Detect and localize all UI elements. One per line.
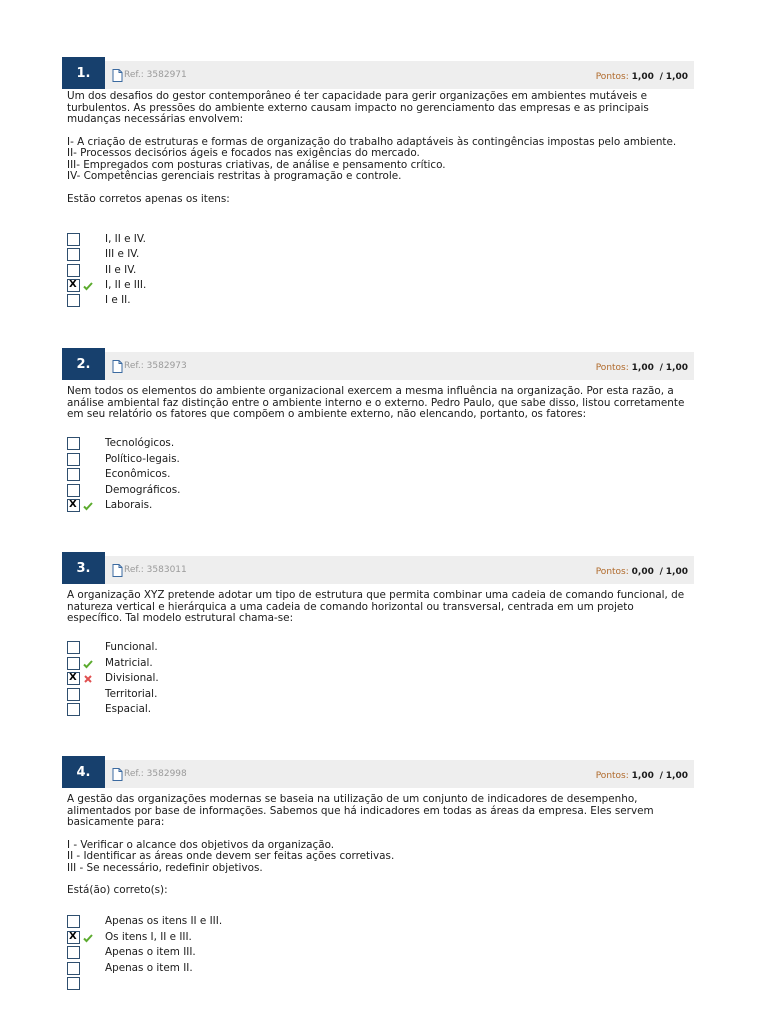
answer-checkbox[interactable] bbox=[67, 264, 80, 277]
check-icon bbox=[83, 281, 93, 291]
answer-checkbox-checked[interactable] bbox=[67, 499, 80, 512]
option-label: Espacial. bbox=[105, 703, 152, 715]
question-header bbox=[62, 552, 694, 584]
option-label: III e IV. bbox=[105, 248, 140, 260]
answer-checkbox[interactable] bbox=[67, 946, 80, 959]
question-number: 3. bbox=[62, 552, 105, 584]
option-label: I, II e III. bbox=[105, 279, 147, 291]
reference-number: 3582998 bbox=[146, 769, 187, 779]
option-label: Tecnológicos. bbox=[105, 437, 175, 449]
question-number: 4. bbox=[62, 756, 105, 788]
answer-checkbox[interactable] bbox=[67, 294, 80, 307]
question-2 bbox=[62, 348, 694, 511]
points: Pontos: 1,00 / 1,00 bbox=[595, 363, 688, 373]
answer-checkbox[interactable] bbox=[67, 977, 80, 990]
option-label: Territorial. bbox=[105, 688, 158, 700]
answer-checkbox[interactable] bbox=[67, 484, 80, 497]
question-text: Nem todos os elementos do ambiente organizacional exercem a mesma influência na organização. Por esta razão, a análise ambiental faz distinção entre o ambiente interno e o externo. Pedro Paulo, que sabe disso, listou corretamente em seu relatório os fatores que compõem o ambiente externo, não elencando, portanto, os fatores: bbox=[67, 385, 685, 420]
points: Pontos: 1,00 / 1,00 bbox=[595, 72, 688, 82]
answer-checkbox-checked[interactable] bbox=[67, 931, 80, 944]
answer-checkbox[interactable] bbox=[67, 915, 80, 928]
points-max: 1,00 bbox=[665, 363, 688, 373]
reference-number: 3582973 bbox=[146, 361, 187, 371]
answer-checkbox[interactable] bbox=[67, 453, 80, 466]
reference: Ref.: 3583011 bbox=[124, 565, 187, 575]
points: Pontos: 1,00 / 1,00 bbox=[595, 771, 688, 781]
answer-checkbox-checked[interactable] bbox=[67, 672, 80, 685]
points-max: 1,00 bbox=[665, 72, 688, 82]
question-4 bbox=[62, 756, 694, 974]
reference: Ref.: 3582973 bbox=[124, 361, 187, 371]
option-label: Apenas o item III. bbox=[105, 946, 196, 958]
document-icon bbox=[112, 69, 123, 82]
question-header bbox=[62, 348, 694, 380]
question-text: A organização XYZ pretende adotar um tipo de estrutura que permita combinar uma cadeia de comando funcional, de natureza vertical e hierárquica a uma cadeia de comando horizontal ou transversal, centrada em um projeto específico. Tal modelo estrutural chama-se: bbox=[67, 589, 685, 624]
option-label: I e II. bbox=[105, 294, 131, 306]
option-label: I, II e IV. bbox=[105, 233, 146, 245]
points-score: 1,00 bbox=[631, 771, 654, 781]
option-label: Político-legais. bbox=[105, 453, 180, 465]
option-label: Econômicos. bbox=[105, 468, 171, 480]
check-icon bbox=[83, 933, 93, 943]
question-number: 2. bbox=[62, 348, 105, 380]
answer-checkbox[interactable] bbox=[67, 233, 80, 246]
option-label: Matricial. bbox=[105, 657, 153, 669]
option-label: Laborais. bbox=[105, 499, 153, 511]
option-label: II e IV. bbox=[105, 264, 137, 276]
reference-number: 3583011 bbox=[146, 565, 187, 575]
answer-checkbox[interactable] bbox=[67, 688, 80, 701]
answer-checkbox[interactable] bbox=[67, 962, 80, 975]
question-3 bbox=[62, 552, 694, 715]
reference-number: 3582971 bbox=[146, 70, 187, 80]
points-score: 0,00 bbox=[631, 567, 654, 577]
option-label: Divisional. bbox=[105, 672, 159, 684]
option-label: Os itens I, II e III. bbox=[105, 931, 192, 943]
points-score: 1,00 bbox=[631, 363, 654, 373]
document-icon bbox=[112, 768, 123, 781]
points-max: 1,00 bbox=[665, 567, 688, 577]
option-label: Demográficos. bbox=[105, 484, 181, 496]
question-text: A gestão das organizações modernas se baseia na utilização de um conjunto de indicadores de desempenho, alimentados por base de informações. Sabemos que há indicadores em todas as áreas da empresa. Eles servem basicamente para: I - Verificar o alcance dos objetivos da organização. II - Identificar as áreas onde devem ser feitas ações corretivas. III - Se necessário, redefinir objetivos. Está(ão) correto(s): bbox=[67, 793, 654, 896]
option-label: Apenas os itens II e III. bbox=[105, 915, 223, 927]
answer-checkbox-checked[interactable] bbox=[67, 279, 80, 292]
points: Pontos: 0,00 / 1,00 bbox=[595, 567, 688, 577]
reference: Ref.: 3582998 bbox=[124, 769, 187, 779]
question-header bbox=[62, 57, 694, 89]
answer-checkbox[interactable] bbox=[67, 468, 80, 481]
question-header bbox=[62, 756, 694, 788]
check-icon bbox=[83, 659, 93, 669]
reference: Ref.: 3582971 bbox=[124, 70, 187, 80]
points-max: 1,00 bbox=[665, 771, 688, 781]
answer-checkbox[interactable] bbox=[67, 248, 80, 261]
option-label: Funcional. bbox=[105, 641, 158, 653]
answer-checkbox[interactable] bbox=[67, 437, 80, 450]
document-icon bbox=[112, 360, 123, 373]
points-score: 1,00 bbox=[631, 72, 654, 82]
answer-checkbox[interactable] bbox=[67, 703, 80, 716]
check-icon bbox=[83, 501, 93, 511]
document-icon bbox=[112, 564, 123, 577]
answer-checkbox[interactable] bbox=[67, 657, 80, 670]
question-1 bbox=[62, 57, 694, 306]
answer-checkbox[interactable] bbox=[67, 641, 80, 654]
wrong-icon bbox=[83, 674, 93, 684]
option-label: Apenas o item II. bbox=[105, 962, 193, 974]
question-text: Um dos desafios do gestor contemporâneo é ter capacidade para gerir organizações em ambientes mutáveis e turbulentos. As pressões do ambiente externo causam impacto no gerenciamento das empresas e as principais mudanças necessárias envolvem: I- A criação de estruturas e formas de organização do trabalho adaptáveis às contingências impostas pelo ambiente. II- Processos decisórios ágeis e focados nas exigências do mercado. III- Empregados com posturas criativas, de análise e pensamento crítico. IV- Competências gerenciais restritas à programação e controle. Estão corretos apenas os itens: bbox=[67, 90, 677, 205]
question-number: 1. bbox=[62, 57, 105, 89]
